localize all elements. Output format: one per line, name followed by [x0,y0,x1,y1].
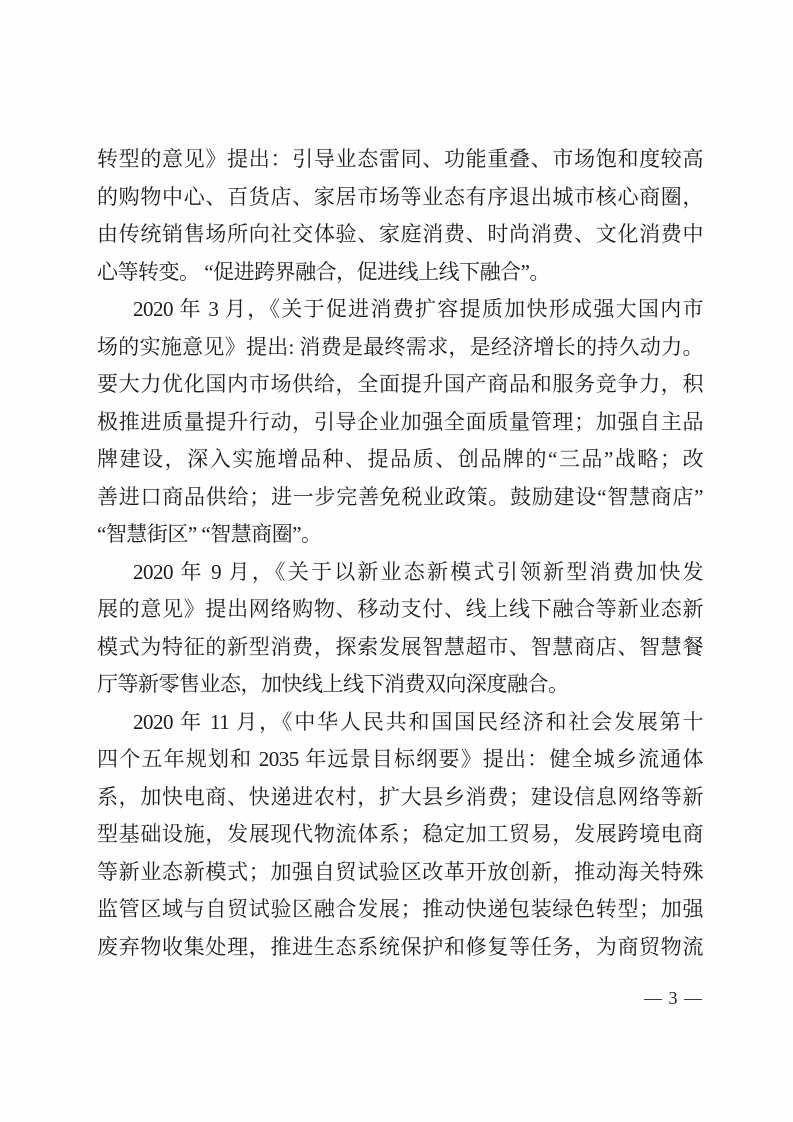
text-line: 2020 年 3 月，《关于促进消费扩容提质加快形成强大国内市 [133,297,703,321]
page-number: — 3 — [644,988,703,1008]
text-line: 的购物中心、百货店、家居市场等业态有序退出城市核心商圈， [97,184,703,209]
text-line: 等新业态新模式；加强自贸试验区改革开放创新，推动海关特殊 [97,859,703,884]
text-line: 厅等新零售业态，加快线上线下消费双向深度融合。 [97,672,569,696]
text-line: 2020 年 11 月，《中华人民共和国国民经济和社会发展第十 [133,709,703,734]
text-line: 展的意见》提出网络购物、移动支付、线上线下融合等新业态新 [97,597,703,621]
text-line: 场的实施意见》提出: 消费是最终需求，是经济增长的持久动力。 [97,334,703,359]
text-line: 废弃物收集处理，推进生态系统保护和修复等任务，为商贸物流 [97,934,703,959]
text-line: 2020 年 9 月，《关于以新业态新模式引领新型消费加快发 [133,559,703,584]
text-line: 心等转变。 “促进跨界融合，促进线上线下融合”。 [97,259,550,284]
body-text [97,141,703,966]
text-line: 四个五年规划和 2035 年远景目标纲要》提出：健全城乡流通体 [97,747,703,771]
paragraph-3 [97,554,703,704]
text-line: 转型的意见》提出：引导业态雷同、功能重叠、市场饱和度较高 [97,147,703,171]
text-line: 牌建设，深入实施增品种、提品质、创品牌的“三品”战略；改 [97,447,703,471]
text-line: 模式为特征的新型消费，探索发展智慧超市、智慧商店、智慧餐 [97,634,703,659]
text-line: 极推进质量提升行动，引导企业加强全面质量管理；加强自主品 [97,409,703,434]
paragraph-4 [97,704,703,967]
text-line: “智慧街区” “智慧商圈”。 [97,522,322,546]
paragraph-2 [97,291,703,554]
text-line: 由传统销售场所向社交体验、家庭消费、时尚消费、文化消费中 [97,222,703,246]
text-line: 善进口商品供给；进一步完善免税业政策。鼓励建设“智慧商店” [97,484,703,509]
text-line: 监管区域与自贸试验区融合发展；推动快递包装绿色转型；加强 [97,897,703,921]
paragraph-1 [97,141,703,291]
text-line: 要大力优化国内市场供给，全面提升国产商品和服务竞争力，积 [97,372,703,396]
text-line: 型基础设施，发展现代物流体系；稳定加工贸易，发展跨境电商 [97,822,703,846]
text-line: 系，加快电商、快递进农村，扩大县乡消费；建设信息网络等新 [97,784,703,809]
